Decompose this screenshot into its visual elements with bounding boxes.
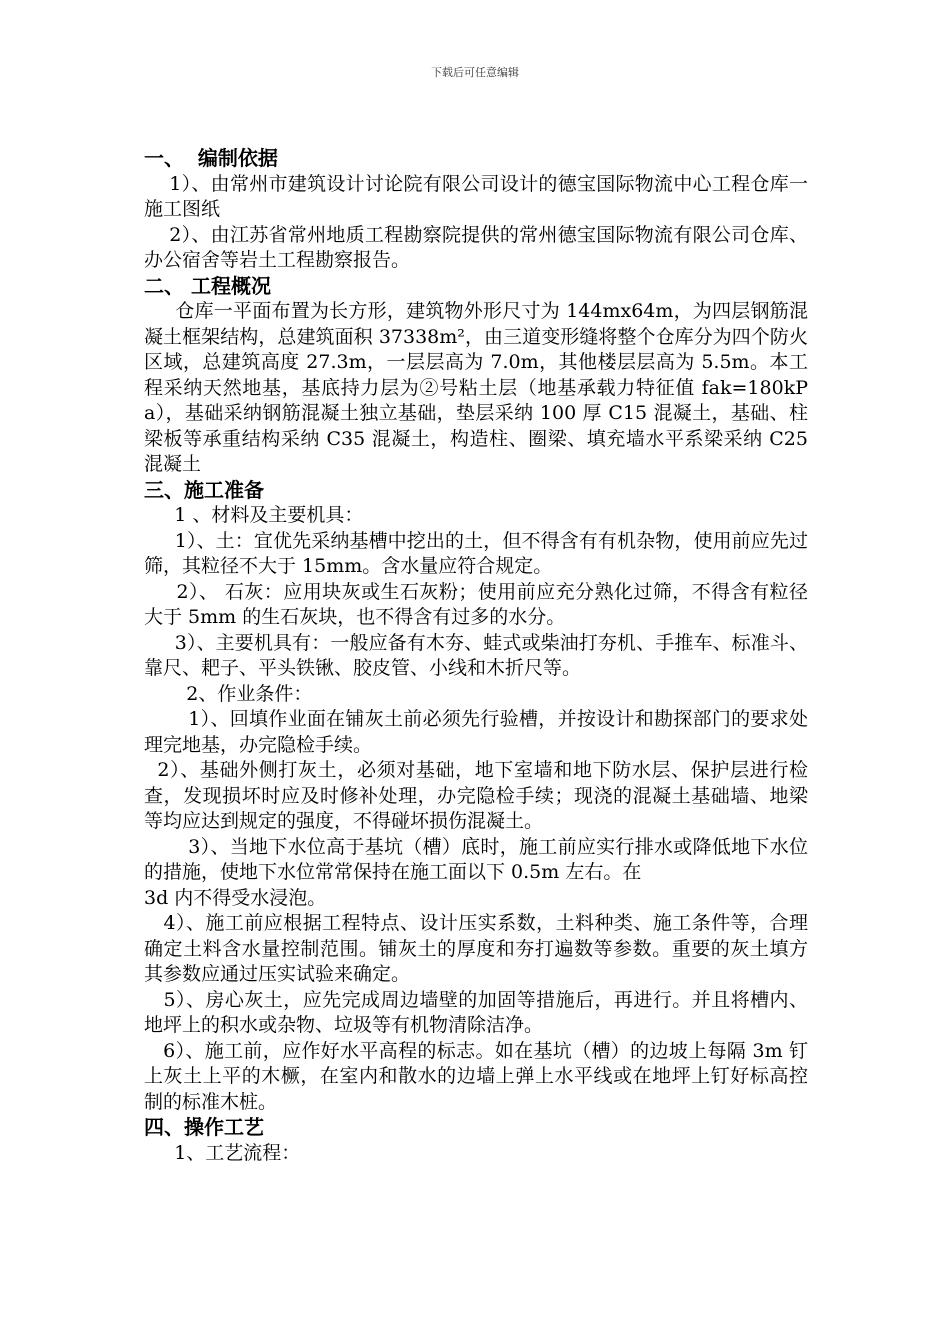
paragraph: 3d 内不得受水浸泡。 (144, 886, 327, 909)
paragraph: 1、工艺流程： (144, 1141, 301, 1164)
section-heading: 四、操作工艺 (144, 1115, 264, 1139)
paragraph: 2）、由江苏省常州地质工程勘察院提供的常州德宝国际物流有限公司仓库、办公宿舍等岩土工程勘察报告。 (144, 223, 808, 271)
page-header-note: 下载后可任意编辑 (431, 66, 519, 79)
paragraph: 1）、由常州市建筑设计讨论院有限公司设计的德宝国际物流中心工程仓库一施工图纸 (144, 172, 808, 220)
paragraph: 2）、 石灰：应用块灰或生石灰粉；使用前应充分熟化过筛，不得含有粒径大于 5mm 的生石灰块，也不得含有过多的水分。 (144, 580, 808, 628)
paragraph: 4）、施工前应根据工程特点、设计压实系数，土料种类、施工条件等，合理确定土料含水量控制范围。铺灰土的厚度和夯打遍数等参数。重要的灰土填方其参数应通过压实试验来确定。 (144, 912, 808, 985)
paragraph: 1）、土：宜优先采纳基槽中挖出的土，但不得含有有机杂物，使用前应先过筛，其粒径不大于 15mm。含水量应符合规定。 (144, 529, 809, 577)
paragraph: 5）、房心灰土，应先完成周边墙壁的加固等措施后，再进行。并且将槽内、地坪上的积水或杂物、垃圾等有机物清除洁净。 (144, 988, 808, 1036)
document-body (144, 146, 815, 1166)
section-heading: 二、 工程概况 (144, 273, 271, 298)
paragraph: 6）、施工前，应作好水平高程的标志。如在基坑（槽）的边坡上每隔 3m 钉上灰土上平的木橛，在室内和散水的边墙上弹上水平线或在地坪上钉好标高控制的标准木桩。 (144, 1039, 809, 1113)
section-heading: 三、施工准备 (144, 477, 264, 502)
paragraph: 1）、回填作业面在铺灰土前必须先行验槽，并按设计和勘探部门的要求处理完地基，办完隐检手续。 (144, 708, 808, 756)
paragraph: 2）、基础外侧打灰土，必须对基础，地下室墙和地下防水层、保护层进行检查，发现损坏时应及时修补处理，办完隐检手续；现浇的混凝土基础墙、地梁等均应达到规定的强度，不得碰坏损伤混凝土。 (144, 759, 808, 832)
paragraph: 1 、材料及主要机具： (144, 504, 364, 526)
paragraph: 仓库一平面布置为长方形，建筑物外形尺寸为 144mx64m，为四层钢筋混凝土框架结构，总建筑面积 37338m²，由三道变形缝将整个仓库分为四个防火区域，总建筑高度 27.3m，一层层高为 7.0m，其他楼层层高为 5.5m。本工程采纳天然地基，基底持力层为②号粘土层（地基承载力特征值 fak=180kPa），基础采纳钢筋混凝土独立基础，垫层采纳 100 厚 C15 混凝土，基础、柱梁板等承重结构采纳 C35 混凝土，构造柱、圈梁、填充墙水平系梁采纳 C25 混凝土 (144, 300, 815, 475)
section-heading: 一、 编制依据 (144, 146, 278, 170)
paragraph: 2、作业条件： (144, 682, 313, 705)
paragraph: 3）、当地下水位高于基坑（槽）底时，施工前应实行排水或降低地下水位的措施，使地下水位常常保持在施工面以下 0.5m 左右。在 (144, 835, 808, 883)
paragraph: 3）、主要机具有：一般应备有木夯、蛙式或柴油打夯机、手推车、标准斗、靠尺、耙子、平头铁锹、胶皮管、小线和木折尺等。 (144, 631, 809, 679)
